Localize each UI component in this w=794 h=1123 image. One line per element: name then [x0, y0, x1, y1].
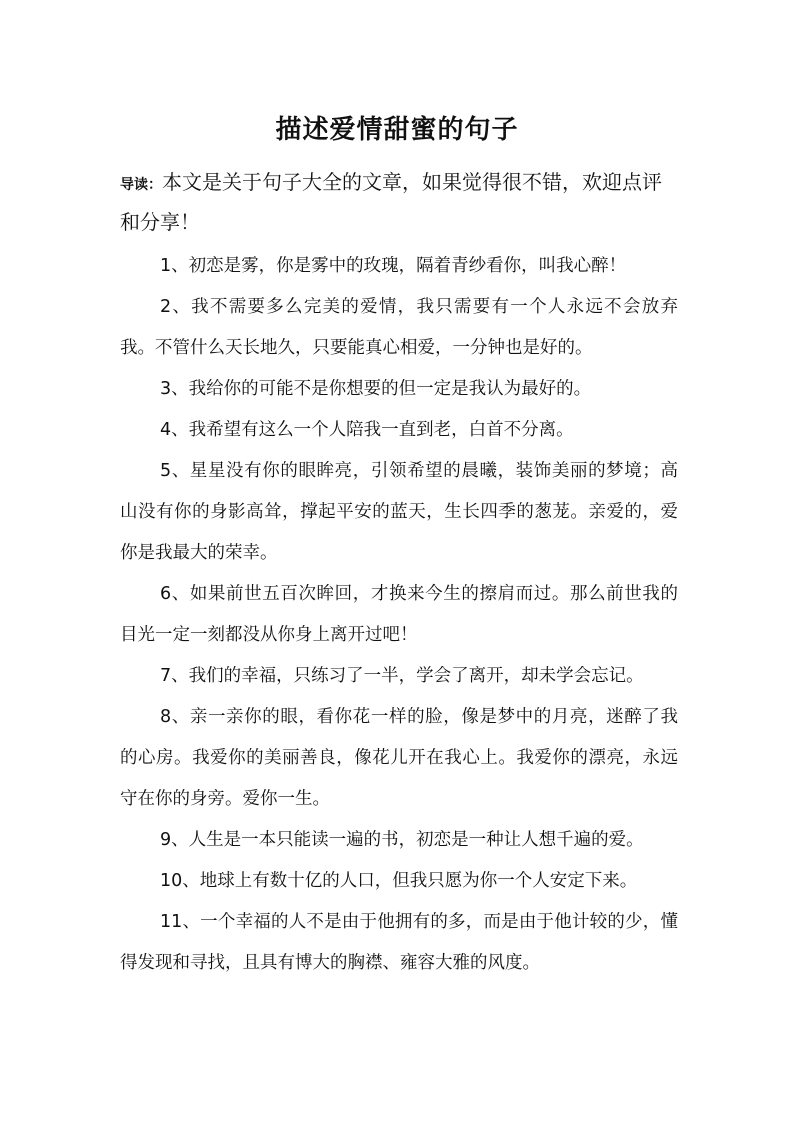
paragraph-8: 8、亲一亲你的眼，看你花一样的脸，像是梦中的月亮，迷醉了我的心房。我爱你的美丽善良，像花儿开在我心上。我爱你的漂亮，永远守在你的身旁。爱你一生。 — [120, 707, 678, 809]
paragraph-5: 5、星星没有你的眼眸亮，引领希望的晨曦，装饰美丽的梦境；高山没有你的身影高耸，撑起平安的蓝天，生长四季的葱茏。亲爱的，爱你是我最大的荣幸。 — [120, 461, 678, 563]
paragraph-9: 9、人生是一本只能读一遍的书，初恋是一种让人想千遍的爱。 — [160, 830, 644, 850]
paragraph-6: 6、如果前世五百次眸回，才换来今生的擦肩而过。那么前世我的目光一定一刻都没从你身上离开过吧！ — [120, 584, 678, 645]
paragraph-1: 1、初恋是雾，你是雾中的玫瑰，隔着青纱看你，叫我心醉！ — [160, 256, 627, 276]
paragraph-11: 11、一个幸福的人不是由于他拥有的多，而是由于他计较的少，懂得发现和寻找，且具有博大的胸襟、雍容大雅的风度。 — [120, 912, 678, 973]
intro-paragraph — [120, 164, 680, 241]
page-title: 描述爱情甜蜜的句子 — [275, 115, 519, 145]
paragraph-10: 10、地球上有数十亿的人口，但我只愿为你一个人安定下来。 — [160, 871, 638, 891]
paragraph-4: 4、我希望有这么一个人陪我一直到老，白首不分离。 — [160, 420, 574, 440]
paragraph-7: 7、我们的幸福，只练习了一半，学会了离开，却未学会忘记。 — [160, 666, 644, 686]
intro-label: 导读： — [120, 177, 162, 193]
paragraph-3: 3、我给你的可能不是你想要的但一定是我认为最好的。 — [160, 379, 592, 399]
intro-text: 本文是关于句子大全的文章，如果觉得很不错，欢迎点评和分享！ — [120, 170, 662, 234]
article-body — [120, 246, 678, 984]
paragraph-2: 2、我不需要多么完美的爱情，我只需要有一个人永远不会放弃我。不管什么天长地久，只要能真心相爱，一分钟也是好的。 — [120, 297, 678, 358]
